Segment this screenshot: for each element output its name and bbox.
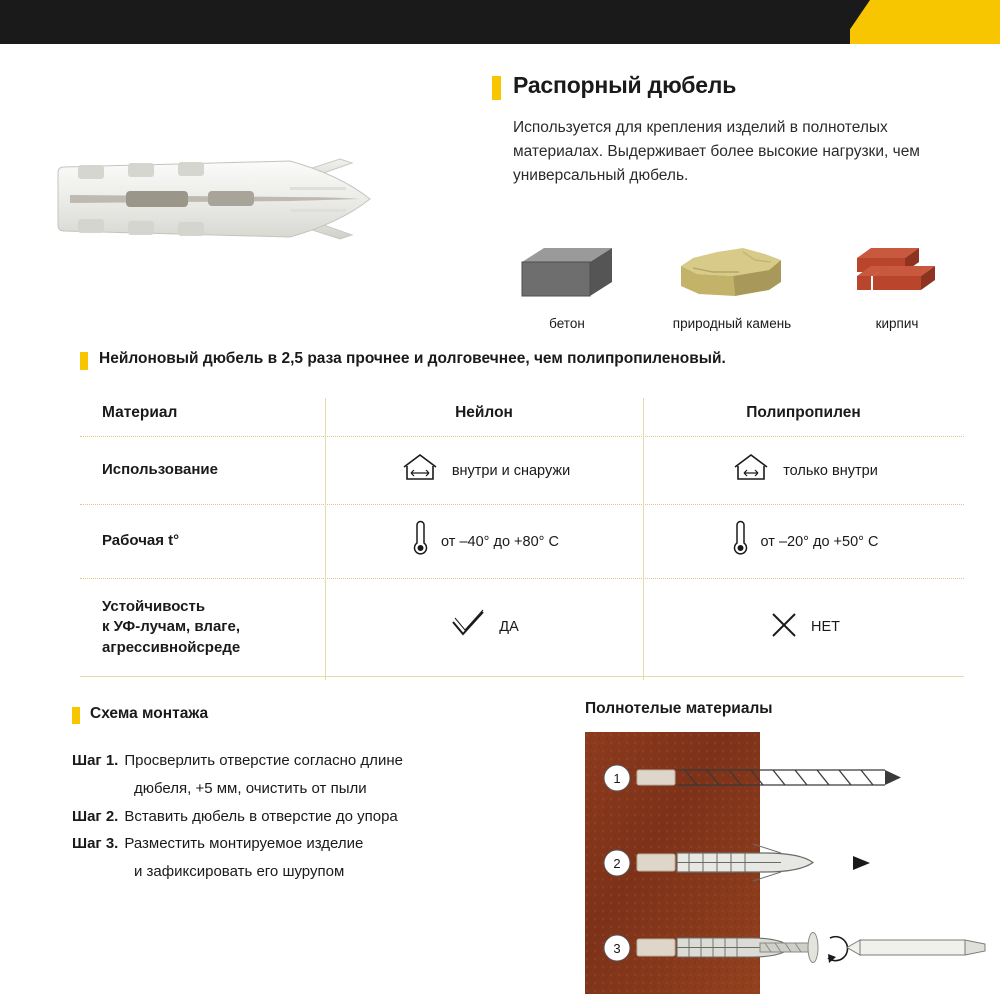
scheme-title: Схема монтажа: [90, 705, 209, 722]
material-label: бетон: [549, 316, 585, 331]
step-item: [72, 806, 542, 828]
top-bar-diagonal: [810, 0, 850, 44]
material-label: природный камень: [672, 316, 792, 331]
table-bottom-border: [80, 676, 964, 677]
step-text: Просверлить отверстие согласно длине: [124, 752, 403, 769]
thermometer-icon: [729, 519, 751, 564]
cell-value: от –20° до +50° С: [760, 533, 879, 550]
column-header-nylon: Нейлон: [455, 404, 513, 421]
banner-accent-bar: [80, 352, 88, 370]
step-text-continued: дюбеля, +5 мм, очистить от пыли: [134, 779, 367, 797]
cell-value: от –40° до +80° С: [441, 533, 559, 550]
solid-materials-title: Полнотелые материалы: [585, 700, 773, 717]
steps-list: [72, 750, 542, 883]
cell-value: НЕТ: [811, 619, 840, 636]
section-accent-bar: [72, 707, 80, 724]
table-header-row: [80, 390, 964, 436]
installation-scheme-section: [72, 705, 542, 883]
materials-row: [492, 234, 972, 331]
wall-illustration: [585, 732, 995, 994]
table-divider: [643, 398, 644, 680]
svg-text:1: 1: [613, 771, 621, 786]
table-row: [80, 437, 964, 504]
row-label: Использование: [102, 461, 218, 479]
hero-text-block: [492, 72, 962, 188]
highlight-banner: [80, 350, 960, 370]
cell-value: ДА: [499, 619, 519, 636]
table-divider: [325, 398, 326, 680]
hero-section: [0, 44, 1000, 344]
concrete-block-icon: [492, 234, 642, 304]
step-number: Шаг 2.: [72, 807, 119, 825]
material-label: кирпич: [875, 316, 919, 331]
brick-icon: [822, 234, 972, 304]
dowel-illustration: [40, 129, 420, 269]
step-text: Вставить дюбель в отверстие до упора: [124, 807, 398, 825]
table-row: [80, 579, 964, 676]
material-item: [822, 234, 972, 331]
svg-text:3: 3: [613, 941, 621, 956]
cell-value: внутри и снаружи: [451, 462, 571, 479]
step-item: [72, 750, 542, 772]
column-header-pp: Полипропилен: [746, 404, 861, 421]
house-icon: [729, 451, 773, 490]
material-item: [657, 234, 807, 331]
title-accent-bar: [492, 76, 501, 100]
row-label: Рабочая t°: [102, 532, 180, 550]
solid-materials-section: [585, 700, 995, 994]
banner-text: Нейлоновый дюбель в 2,5 раза прочнее и долговечнее, чем полипропиленовый.: [99, 350, 726, 367]
step-text: Разместить монтируемое изделие: [124, 835, 364, 853]
svg-text:2: 2: [613, 856, 621, 871]
thermometer-icon: [409, 519, 431, 564]
house-icon: [398, 451, 442, 490]
step-number: Шаг 3.: [72, 835, 119, 853]
hero-description: Используется для крепления изделий в полнотелых материалах. Выдерживает более высокие нагрузки, чем универсальный дюбель.: [513, 119, 920, 185]
step-text-continued: и зафиксировать его шурупом: [134, 863, 345, 880]
top-bar-accent: [840, 0, 1000, 44]
column-header-material: Материал: [102, 404, 178, 421]
comparison-table: [80, 390, 964, 677]
table-row: [80, 505, 964, 578]
step-number: Шаг 1.: [72, 752, 119, 769]
step-item: [72, 833, 542, 855]
row-label: Устойчивость к УФ-лучам, влаге, агрессивнойсреде: [102, 598, 241, 656]
material-item: [492, 234, 642, 331]
natural-stone-icon: [657, 234, 807, 304]
top-bar: [0, 0, 1000, 44]
cell-value: только внутри: [783, 462, 878, 479]
wall-diagram: [585, 732, 995, 994]
page-title: Распорный дюбель: [513, 72, 737, 98]
cross-icon: [767, 609, 801, 646]
check-icon: [449, 608, 489, 647]
